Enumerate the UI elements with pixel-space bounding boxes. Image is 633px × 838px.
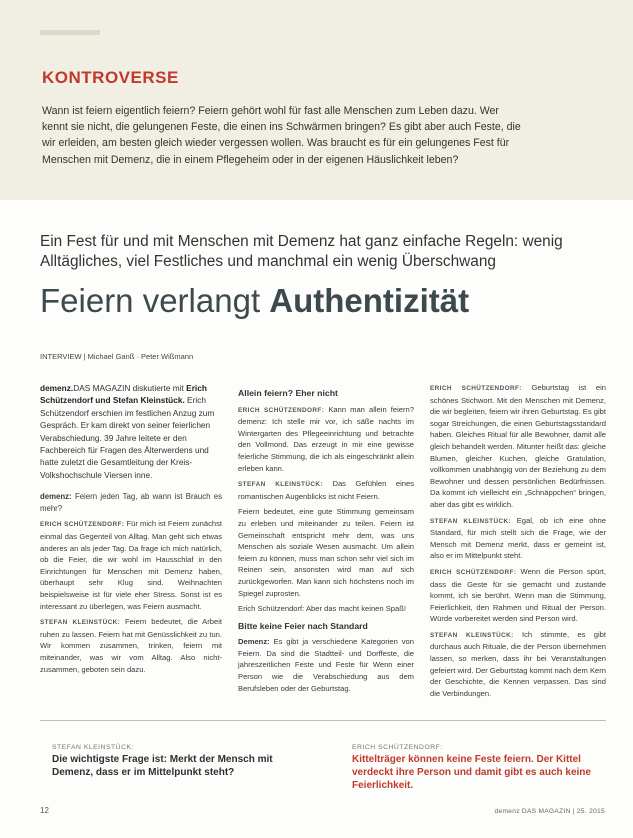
pull-quote-schuetzendorf <box>352 744 602 793</box>
answer-text: Das Gefühlen eines romantischen Augenblicks ist nicht Feiern. <box>238 479 414 501</box>
speaker-label: STEFAN KLEINSTÜCK: <box>430 631 514 639</box>
intro-text-2: Erich Schützendorf erschien im festlichen Anzug zum Gespräch. Er kam direkt von seiner feierlichen Verabschiedung. 39 Jahre leitete er den Fachbereich für Fragen des Älterwerdens und hatte zuletzt die Gesamtleitung der Kreis-Volkshochschule Viersen inne. <box>40 395 215 480</box>
subheading-keine-feier: Bitte keine Feier nach Standard <box>238 620 368 631</box>
running-footer: demenz DAS MAGAZIN | 25. 2015 <box>494 808 605 815</box>
page-number: 12 <box>40 806 49 815</box>
answer-paragraph <box>40 518 222 612</box>
speaker-label: STEFAN KLEINSTÜCK: <box>40 619 121 627</box>
article-column-2 <box>238 382 414 698</box>
answer-paragraph: Feiern bedeutet, eine gute Stimmung gemeinsam zu erleben und miteinander zu teilen. Feiern ist Gemeinschaft entspricht mehr dem, was uns Menschen als soziale Wesen ausmacht. Um allein feiern zu können, muss man schon sehr viel sich im Reinen sein, ansonsten wird man auf sich zurückgeworfen. Man kann sich höchstens noch im Spiegel zuprosten. <box>238 507 414 598</box>
answer-paragraph <box>40 616 222 675</box>
answer-paragraph <box>238 478 414 502</box>
intro-text-1: diskutierte mit <box>130 383 187 393</box>
headline-light: Feiern verlangt <box>40 282 261 319</box>
speaker-label: ERICH SCHÜTZENDORF: <box>430 568 517 576</box>
article-deck: Ein Fest für und mit Menschen mit Demenz hat ganz einfache Regeln: wenig Alltägliches, viel Festliches und manchmal ein wenig Überschwang <box>40 233 563 270</box>
article-column-3 <box>430 382 606 703</box>
answer-text: Wenn die Person spürt, dass die Geste für sie gemacht und zustande kommt, ich sie berührt. Wenn man die Stimmung, Feierlichkeit, den Rahmen und Ritual der Person. Würde vorbereitet werden sind Person wird. <box>430 566 606 624</box>
answer-paragraph: Erich Schützendorf: Aber das macht keinen Spaß! <box>238 604 406 614</box>
byline <box>40 352 193 361</box>
pull-quote-speaker: ERICH SCHÜTZENDORF: <box>352 744 443 751</box>
article-column-1 <box>40 382 222 679</box>
answer-paragraph <box>238 404 414 475</box>
article-headline <box>40 282 469 320</box>
intro-names: Erich Schützendorf und Stefan Kleinstück. <box>40 383 207 406</box>
answer-text: Egal, ob ich eine ohne Standard, für mich stellt sich die Frage, wie der Mensch mit Demenz merkt, dass er gemeint ist, also er im Mittelpunkt steht. <box>430 515 607 561</box>
question-1 <box>40 491 222 514</box>
byline-authors: | Michael Ganß · Peter Wißmann <box>83 352 194 361</box>
question-paragraph <box>238 636 414 694</box>
answer-paragraph <box>430 382 606 511</box>
pull-quote-text: Die wichtigste Frage ist: Merkt der Mensch mit Demenz, dass er im Mittelpunkt steht? <box>52 754 273 779</box>
answer-text: Feiern bedeutet, die Arbeit ruhen zu lassen. Feiern hat mit Genüsslichkeit zu tun. Wir kommen zusammen, trinken, feiern mit miteinander, was wir vom Alltag. Also nicht-zusammen, geboten sein dazu. <box>40 617 223 674</box>
pull-quote-text: Kittelträger können keine Feste feiern. Der Kittel verdeckt ihre Person und damit gibt es auch keine Feierlichkeit. <box>352 754 591 792</box>
speaker-label: ERICH SCHÜTZENDORF: <box>40 521 125 529</box>
answer-text: Kann man allein feiern? demenz: Ich stelle mir vor, ich säße nachts im Wintergarten des Pflegeeinrichtung und betrachte den Vollmond. Das erzeugt in mir eine gewisse feierliche Stimmung, die ich als eingeschränkt allein erleben kann. <box>238 404 414 473</box>
headline-bold: Authentizität <box>269 282 470 319</box>
answer-text: Für mich ist Feiern zunächst einmal das Gegenteil von Alltag. Man geht sich etwas anderes an als jeder Tag. Da frage ich mich natürlich, ob die Feier, die wir wohl im Hausschlaf in den Einrichtungen für Menschen mit Demenz haben, überhaupt sehr Klug sind. Weihnachten beispielsweise ist für viele eher Stress. Sonst ist es interessant zu überlegen, was Feiern ausmacht. <box>40 519 222 611</box>
byline-tag: INTERVIEW <box>40 352 82 361</box>
intro-paragraph <box>40 382 222 481</box>
kontroverse-band <box>0 0 633 200</box>
question-1-text: Feiern jeden Tag, ab wann ist Brauch es mehr? <box>40 492 222 513</box>
intro-brand: demenz. <box>40 383 74 393</box>
pull-quote-kleinstueck <box>52 744 292 779</box>
question-brand: Demenz: <box>238 637 270 647</box>
section-tag-mark <box>40 30 100 35</box>
kontroverse-title: KONTROVERSE <box>42 68 179 87</box>
answer-paragraph <box>430 515 606 562</box>
answer-paragraph <box>430 629 606 700</box>
question-text: Es gibt ja verschiedene Kategorien von Feiern. Da sind die Stadtteil- und Dorffeste, die jahreszeitlichen Feste und Feste für Wenn einer Person wie die Verabschiedung aus dem Berufsleben oder der Geburtstag. <box>238 637 414 693</box>
speaker-label: STEFAN KLEINSTÜCK: <box>238 481 323 489</box>
pull-quote-speaker: STEFAN KLEINSTÜCK: <box>52 744 134 751</box>
kontroverse-text: Wann ist feiern eigentlich feiern? Feiern gehört wohl für fast alle Menschen zum Leben dazu. Wer kennt sie nicht, die gelungenen Feste, die einen ins Schwärmen bringen? Es gibt aber auch Feste, die wir erleiden, am besten gleich wieder vergessen wollen. Was braucht es für ein gelungenes Fest für Menschen mit Demenz, die in einem Pflegeheim oder in der eigenen Häuslichkeit leben? <box>42 105 521 166</box>
question-1-brand: demenz: <box>40 492 72 502</box>
speaker-label: STEFAN KLEINSTÜCK: <box>430 517 512 525</box>
intro-brand-2: DAS MAGAZIN <box>73 383 131 393</box>
speaker-label: ERICH SCHÜTZENDORF: <box>238 406 325 414</box>
divider <box>40 720 606 721</box>
subheading-allein-feiern: Allein feiern? Eher nicht <box>238 388 338 398</box>
answer-text: Geburtstag ist ein schönes Stichwort. Mit den Menschen mit Demenz, die wir begleiten, feiern wir ihren Geburtstag. Es gibt sogar Streichungen, die einen Geburtstagsstandard haben. Gleiches Ritual für alle Bewohner, damit alle gleich behandelt werden. Mitunter heißt das: gleiche Blumen, gleicher Kuchen, gleiche Gratulation, vollkommen unabhängig von der Beziehung zu dem Bewohner und dessen persönlichen Bedürfnissen. Da kommt ich vielleicht ein „Schnäppchen“ bringen, aber das gibt es wirklich. <box>430 383 607 509</box>
answer-text: Ich stimmte, es gibt durchaus auch Rituale, die der Person übernehmen lassen, so merken, dass ihr bei Veranstaltungen gefeiert wird. Der Geburtstag kommt nach dem Kern der Geschichte, die Kennen verpassen. Das sind die Verbindungen. <box>430 629 606 698</box>
speaker-label: ERICH SCHÜTZENDORF: <box>430 385 522 392</box>
answer-paragraph <box>430 566 606 625</box>
